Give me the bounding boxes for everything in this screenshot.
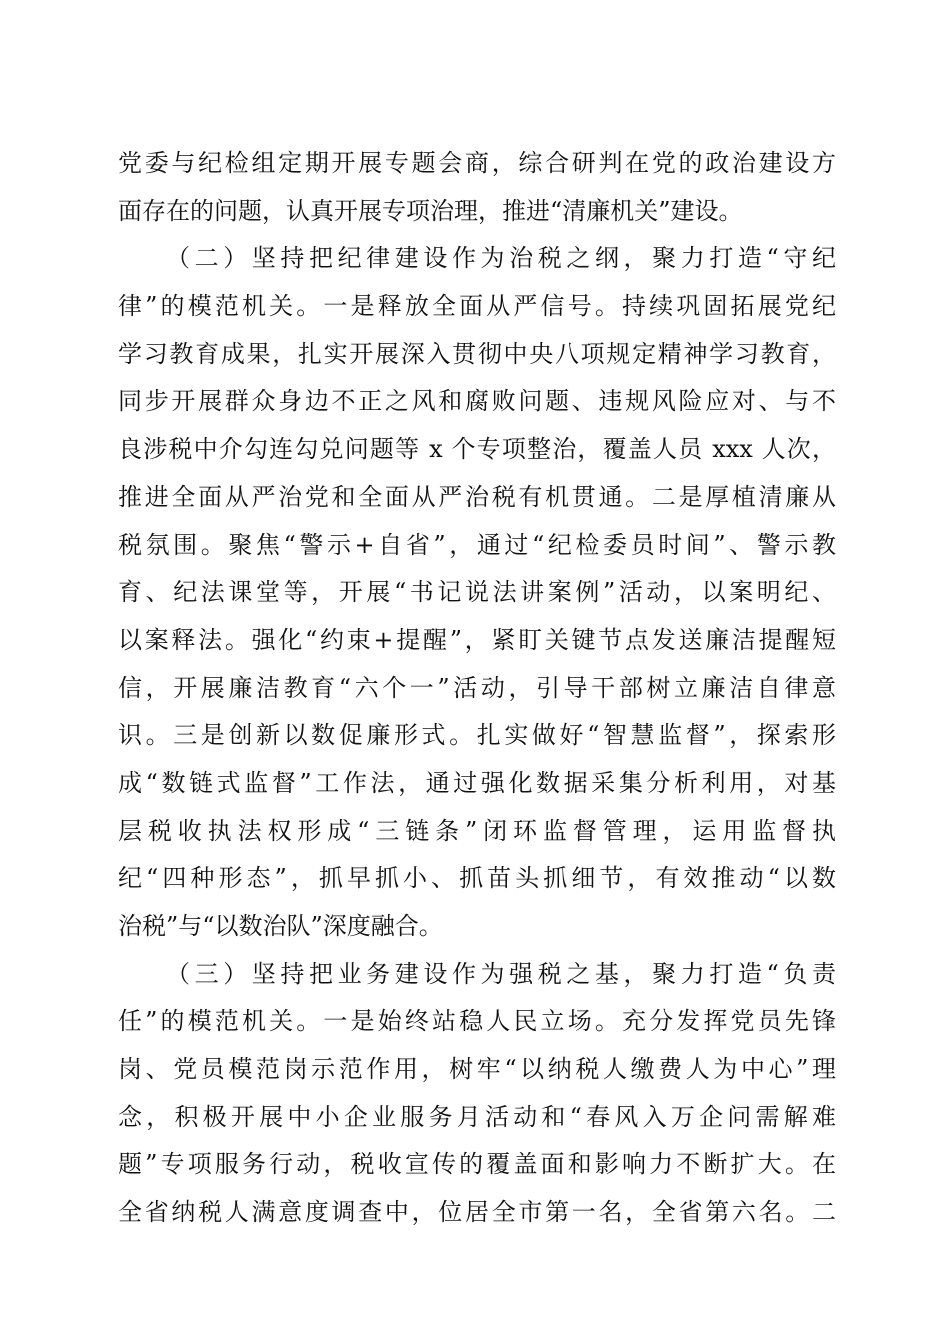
section-heading-line: （三）坚持把业务建设作为强税之基，聚力打造“负责 [166,959,836,988]
text-line: 识。三是创新以数促廉形式。扎实做好“智慧监督”，探索形 [118,721,836,750]
text-line: 育、纪法课堂等，开展“书记说法讲案例”活动，以案明纪、 [118,578,836,607]
text-line: 任”的模范机关。一是始终站稳人民立场。充分发挥党员先锋 [118,1007,836,1036]
text-line: 同步开展群众身边不正之风和腐败问题、违规风险应对、与不 [118,387,836,416]
text-line: 层税收执法权形成“三链条”闭环监督管理，运用监督执 [118,816,836,845]
text-line: 治税”与“以数治队”深度融合。 [118,912,443,940]
text-line: 念，积极开展中小企业服务月活动和“春风入万企问需解难 [118,1102,836,1131]
text-line: 岗、党员模范岗示范作用，树牢“以纳税人缴费人为中心”理 [118,1055,836,1084]
text-line: 以案释法。强化“约束+提醒”，紧盯关键节点发送廉洁提醒短 [118,625,836,654]
text-line: 成“数链式监督”工作法，通过强化数据采集分析利用，对基 [118,768,836,797]
text-line: 律”的模范机关。一是释放全面从严信号。持续巩固拓展党纪 [118,292,836,321]
text-line: 良涉税中介勾连勾兑问题等 x 个专项整治，覆盖人员 xxx 人次， [118,435,836,464]
text-line: 学习教育成果，扎实开展深入贯彻中央八项规定精神学习教育， [118,339,836,368]
text-line: 信，开展廉洁教育“六个一”活动，引导干部树立廉洁自律意 [118,673,836,702]
text-line: 面存在的问题，认真开展专项治理，推进“清廉机关”建设。 [118,196,743,225]
document-body [118,140,836,1237]
text-line: 题”专项服务行动，税收宣传的覆盖面和影响力不断扩大。在 [118,1150,836,1179]
text-line: 党委与纪检组定期开展专题会商，综合研判在党的政治建设方 [118,149,836,177]
section-heading-line: （二）坚持把纪律建设作为治税之纲，聚力打造“守纪 [166,244,836,273]
text-line: 纪“四种形态”，抓早抓小、抓苗头抓细节，有效推动“以数 [118,864,836,893]
text-line: 推进全面从严治党和全面从严治税有机贯通。二是厚植清廉从 [118,482,836,511]
text-line: 全省纳税人满意度调查中，位居全市第一名，全省第六名。二 [118,1198,836,1227]
text-line: 税氛围。聚焦“警示+自省”，通过“纪检委员时间”、警示教 [118,530,836,559]
